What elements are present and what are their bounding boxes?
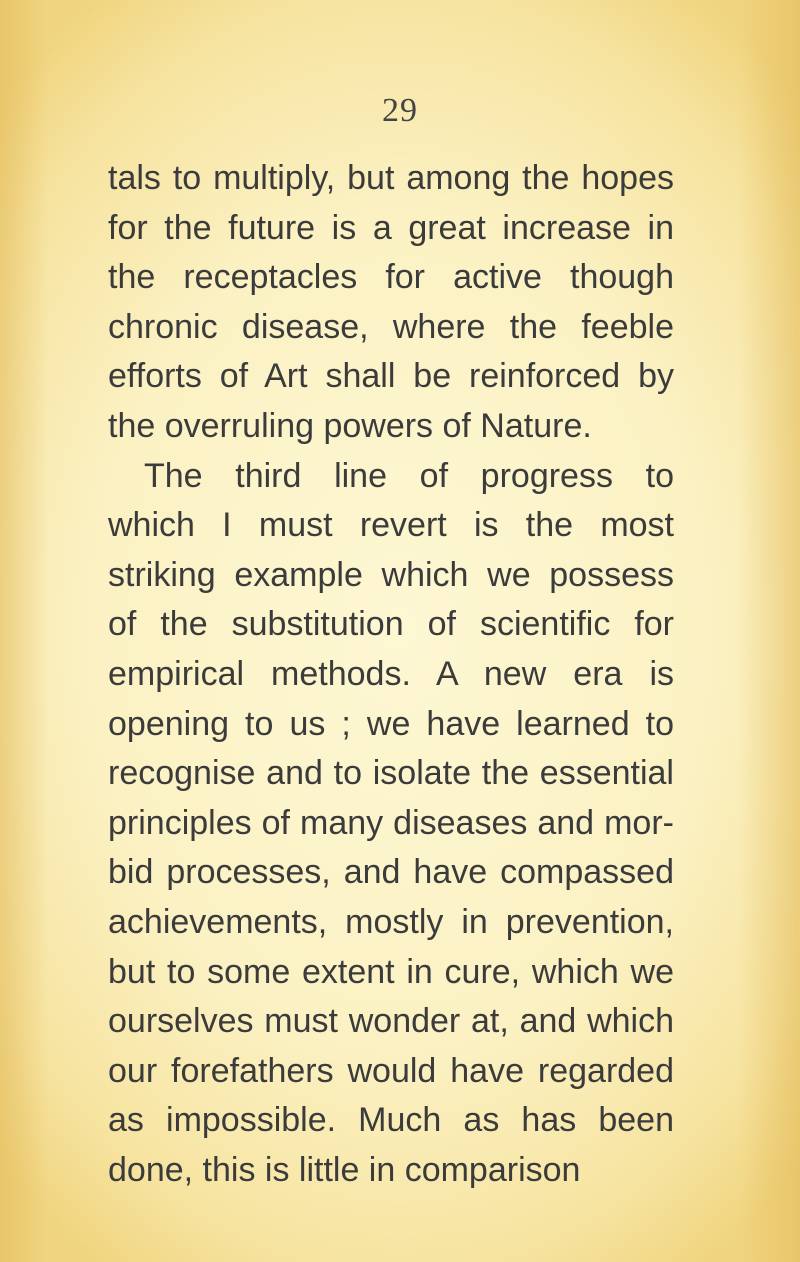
text-line: opening to us ; we have learned to	[108, 704, 674, 743]
text-line: our forefathers would have regarded	[108, 1051, 674, 1090]
text-line: achievements, mostly in prevention,	[108, 902, 674, 941]
text-line: as impossible. Much as has been	[108, 1101, 674, 1140]
text-line: efforts of Art shall be reinforced by	[108, 357, 674, 396]
text-line: for the future is a great increase in	[108, 208, 674, 247]
text-line: empirical methods. A new era is	[108, 654, 674, 693]
text-line: striking example which we possess	[108, 555, 674, 594]
text-line: principles of many diseases and mor-	[108, 803, 674, 842]
text-line: chronic disease, where the feeble	[108, 307, 674, 346]
text-line: bid processes, and have compassed	[108, 853, 674, 892]
text-line: the overruling powers of Nature.	[108, 406, 592, 445]
text-line: which I must revert is the most	[108, 506, 674, 545]
page-number: 29	[382, 92, 418, 129]
text-line: done, this is little in comparison	[108, 1150, 581, 1189]
text-line: tals to multiply, but among the hopes	[108, 159, 674, 197]
body-text	[108, 154, 674, 1195]
text-line: The third line of progress to	[144, 456, 674, 495]
text-line: recognise and to isolate the essential	[108, 754, 674, 793]
text-line: of the substitution of scientific for	[108, 605, 674, 644]
text-line: ourselves must wonder at, and which	[108, 1002, 674, 1041]
text-line: the receptacles for active though	[108, 258, 674, 297]
page-edge-shading-left	[0, 0, 48, 1262]
text-line: but to some extent in cure, which we	[108, 952, 674, 991]
page-edge-shading-right	[740, 0, 800, 1262]
